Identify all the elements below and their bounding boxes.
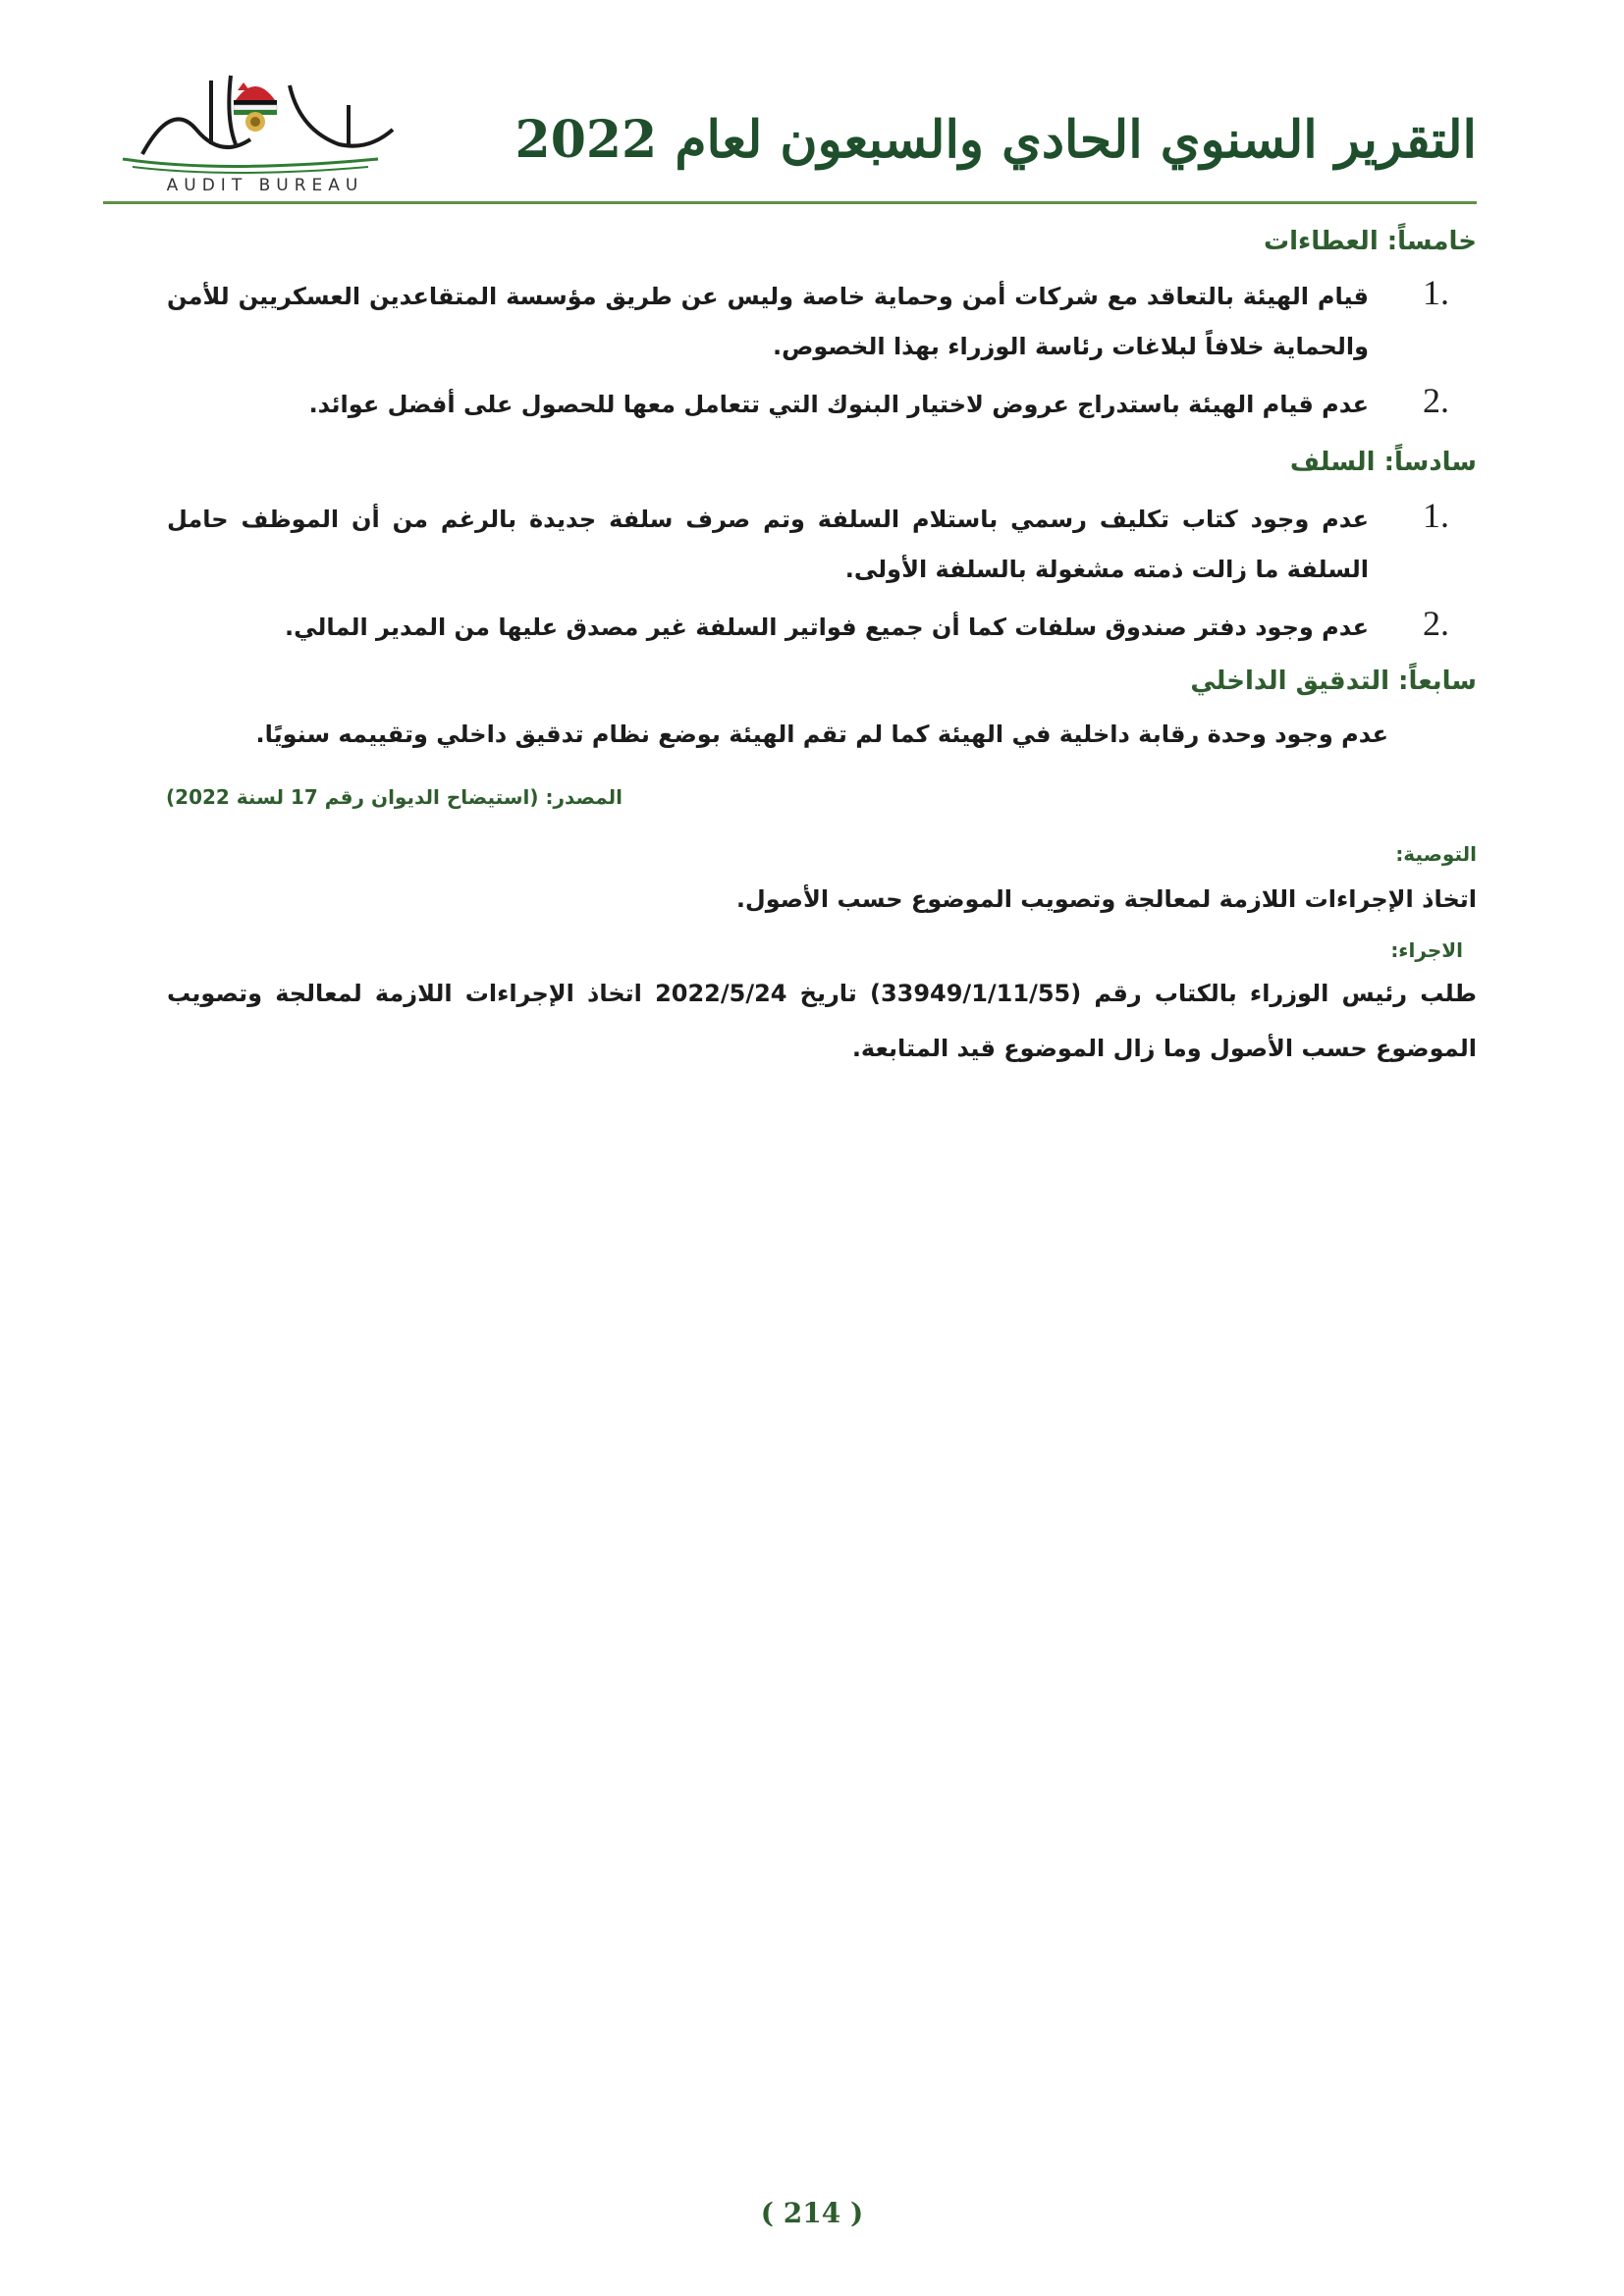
item-number: 1.: [1423, 273, 1449, 312]
item-number: 2.: [1423, 381, 1449, 420]
logo-emblem-icon: [96, 61, 427, 198]
item-text: عدم وجود دفتر صندوق سلفات كما أن جميع فواتير السلفة غير مصدق عليها من المدير المالي.: [284, 614, 1369, 641]
source-citation: المصدر: (استيضاح الديوان رقم 17 لسنة 2022): [166, 785, 623, 809]
main-content: [167, 221, 1477, 1076]
tenders-list: [167, 272, 1477, 430]
list-item: [167, 495, 1477, 595]
advances-list: [167, 495, 1477, 653]
action-label: الاجراء:: [1390, 938, 1463, 962]
section-title-advances: سادساً: السلف: [1289, 448, 1477, 477]
recommendation-text: اتخاذ الإجراءات اللازمة لمعالجة وتصويب الموضوع حسب الأصول.: [735, 885, 1477, 913]
page-header: [96, 49, 1477, 206]
internal-audit-paragraph: عدم وجود وحدة رقابة داخلية في الهيئة كما لم تقم الهيئة بوضع نظام تدقيق داخلي وتقييمه سنويًا.: [255, 721, 1388, 748]
list-item: [167, 272, 1477, 372]
report-title: التقرير السنوي الحادي والسبعون لعام 2022: [514, 110, 1477, 170]
logo-arabic-text: ديوان المحاسبة: [96, 61, 103, 62]
list-item: [167, 380, 1477, 430]
header-divider: [103, 201, 1477, 204]
item-number: 1.: [1423, 496, 1449, 535]
section-title-internal-audit: سابعاً: التدقيق الداخلي: [1190, 667, 1477, 696]
action-text: طلب رئيس الوزراء بالكتاب رقم (33949/1/11/55) تاريخ 2022/5/24 اتخاذ الإجراءات اللازمة لمعالجة وتصويب الموضوع حسب الأصول وما زال الموضوع قيد المتابعة.: [167, 980, 1478, 1062]
item-text: عدم وجود كتاب تكليف رسمي باستلام السلفة وتم صرف سلفة جديدة بالرغم من أن الموظف حامل السلفة ما زالت ذمته مشغولة بالسلفة الأولى.: [167, 506, 1369, 583]
item-text: عدم قيام الهيئة باستدراج عروض لاختيار البنوك التي تتعامل معها للحصول على أفضل عوائد.: [308, 391, 1369, 418]
audit-bureau-logo: [96, 61, 427, 198]
item-number: 2.: [1423, 604, 1449, 643]
recommendation-label: التوصية:: [1395, 842, 1477, 866]
section-title-tenders: خامساً: العطاءات: [1263, 227, 1477, 256]
page-number: ( 214 ): [760, 2197, 864, 2229]
item-text: قيام الهيئة بالتعاقد مع شركات أمن وحماية خاصة وليس عن طريق مؤسسة المتقاعدين العسكريين للأمن والحماية خلافاً لبلاغات رئاسة الوزراء بهذا الخصوص.: [167, 283, 1369, 360]
list-item: [167, 603, 1477, 653]
logo-english-text: AUDIT BUREAU: [166, 176, 364, 195]
